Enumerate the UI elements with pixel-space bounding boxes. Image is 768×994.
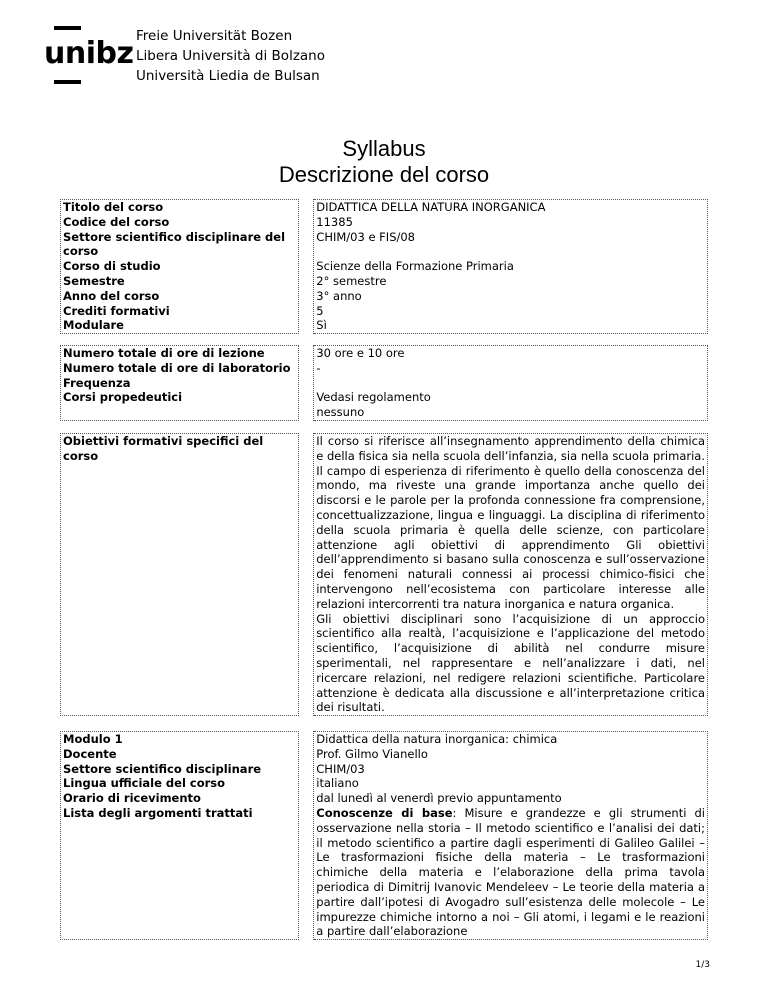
- topics-text: : Misure e grandezze e gli strumenti di osservazione nella storia – Il metodo scientifico e l’analisi dei dati; il metodo scientifico a partire dagli esperimenti di Galileo Galilei – Le trasformazioni fisiche della materia – Le trasformazioni chimiche della materia e l’elaborazione della prima tavola periodica di Dimitrij Ivanovic Mendeleev – Le teorie della materia a partire dall’ipotesi di Avogadro sull’esistenza delle molecole – Le impurezze chimiche intorno a noi – Gli atomi, i legami e le reazioni a partire dall’elaborazione: [316, 805, 706, 939]
- document-title: [0, 136, 768, 188]
- university-name-de: Freie Universität Bozen: [136, 28, 293, 44]
- title-line-1: Syllabus: [342, 136, 426, 161]
- topics-lead: Conoscenze di base: [316, 805, 453, 820]
- page-number: 1/3: [695, 960, 710, 970]
- university-name-lld: Università Liedia de Bulsan: [136, 68, 320, 84]
- objectives-paragraph-2: Gli obiettivi disciplinari sono l’acquisizione di un approccio scientifico alla realtà, l’acquisizione e l’applicazione del metodo scientifico, l’acquisizione di abilità nel condurre misure sperimentali, nel rappresentare e nell’analizzare i dati, nel ricercare relazioni, nel redigere relazioni scientifiche. Particolare attenzione è dedicata alla discussione e all’interpretazione critica dei risultati.: [316, 611, 705, 715]
- module-table: [60, 731, 708, 940]
- module-value: Didattica della natura inorganica: chimica Prof. Gilmo Vianello CHIM/03 italiano dal lunedì al venerdì previo appuntamento Conoscenze di base: Misure e grandezze e gli strumenti di osservazione nella storia – Il metodo scientifico e l’analisi dei dati; il metodo scientifico a partire dagli esperimenti di Galileo Galilei – Le trasformazioni fisiche della materia – Le trasformazioni chimiche della materia e l’elaborazione della prima tavola periodica di Dimitrij Ivanovic Mendeleev – Le teorie della materia a partire dall’ipotesi di Avogadro sull’esistenza delle molecole – Le impurezze chimiche intorno a noi – Gli atomi, i legami e le reazioni a partire dall’elaborazione: [314, 732, 708, 940]
- hours-table: [60, 345, 708, 421]
- university-name-it: Libera Università di Bolzano: [136, 48, 325, 64]
- module-label: Modulo 1 Docente Settore scientifico disciplinare Lingua ufficiale del corso Orario di ricevimento Lista degli argomenti trattati: [61, 732, 299, 940]
- objectives-label: Obiettivi formativi specifici del corso: [61, 434, 299, 716]
- unibz-logo: [44, 14, 134, 94]
- objectives-paragraph-1: Il corso si riferisce all’insegnamento apprendimento della chimica e della fisica sia nella scuola dell’infanzia, sia nella scuola primaria. Il campo di esperienza di riferimento è quello della conoscenza del mondo, ma riveste una grande importanza anche quello dei discorsi e le parole per la profonda connessione fra comprensione, concettualizzazione, lingua e linguaggi. La disciplina di riferimento della scuola primaria è quella delle scienze, con particolare attenzione agli obiettivi di apprendimento Gli obiettivi dell’apprendimento si basano sulla conoscenza e sull’osservazione dei fenomeni naturali connessi ai processi chimico-fisici che intervengono nell’ecosistema con particolare interesse alle relazioni intercorrenti tra natura inorganica e natura organica.: [316, 434, 705, 611]
- course-info-table: [60, 199, 708, 334]
- logo-bar-bottom: [54, 80, 81, 84]
- info-value: DIDATTICA DELLA NATURA INORGANICA 11385 CHIM/03 e FIS/08 Scienze della Formazione Primaria 2° semestre 3° anno 5 Sì: [314, 200, 708, 334]
- logo-text: unibz: [44, 36, 134, 71]
- topics-list: [316, 806, 705, 939]
- title-line-2: Descrizione del corso: [278, 162, 490, 187]
- hours-label: Numero totale di ore di lezione Numero totale di ore di laboratorio Frequenza Corsi propedeutici: [61, 346, 299, 421]
- objectives-text: [314, 434, 708, 716]
- logo-bar-top: [54, 26, 81, 30]
- objectives-table: [60, 433, 708, 716]
- university-names: [136, 26, 325, 86]
- page-header: [44, 14, 444, 94]
- hours-value: 30 ore e 10 ore - Vedasi regolamento nessuno: [314, 346, 708, 421]
- info-label: Titolo del corso Codice del corso Settore scientifico disciplinare del corso Corso di studio Semestre Anno del corso Crediti formativi Modulare: [61, 200, 299, 334]
